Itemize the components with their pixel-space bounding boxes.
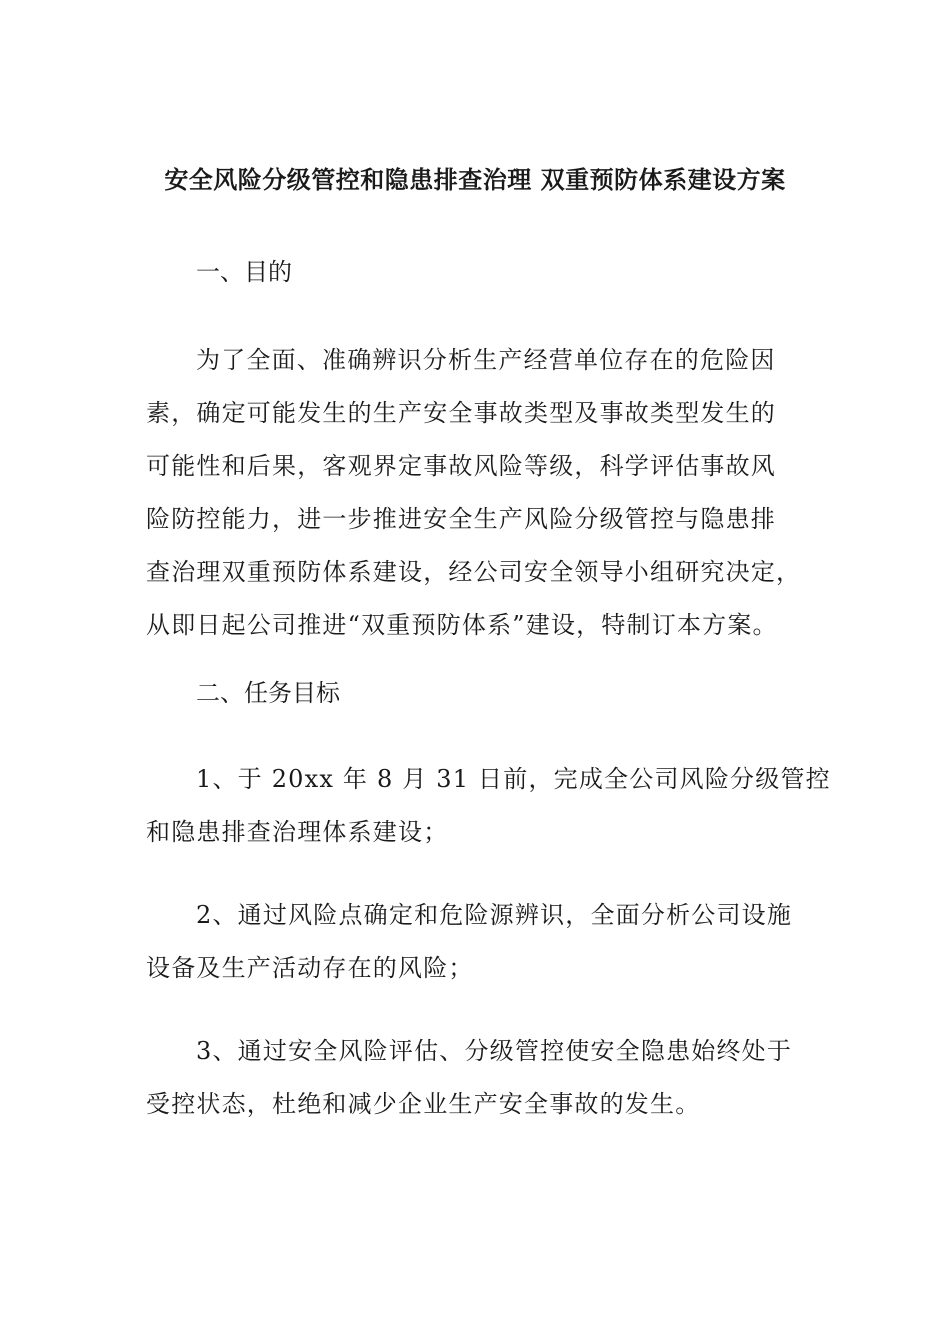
paragraph-line: 查治理双重预防体系建设，经公司安全领导小组研究决定， [146, 558, 802, 586]
paragraph-line: 受控状态，杜绝和减少企业生产安全事故的发生。 [146, 1090, 701, 1118]
goal-item-1 [146, 753, 831, 859]
paragraph-line: 2、通过风险点确定和危险源辨识，全面分析公司设施 [196, 901, 793, 929]
section-heading-purpose: 一、目的 [196, 258, 292, 286]
paragraph-line: 和隐患排查治理体系建设； [146, 818, 449, 846]
paragraph-line: 1、于 20xx 年 8 月 31 日前，完成全公司风险分级管控 [196, 765, 831, 793]
paragraph-line: 3、通过安全风险评估、分级管控使安全隐患始终处于 [196, 1037, 793, 1065]
section-heading-goals: 二、任务目标 [196, 679, 340, 707]
paragraph-line: 可能性和后果，客观界定事故风险等级，科学评估事故风 [146, 452, 776, 480]
paragraph-line: 素，确定可能发生的生产安全事故类型及事故类型发生的 [146, 399, 776, 427]
purpose-paragraph [146, 334, 800, 652]
document-title: 安全风险分级管控和隐患排查治理 双重预防体系建设方案 [164, 165, 786, 194]
paragraph-line: 设备及生产活动存在的风险； [146, 954, 474, 982]
paragraph-line: 为了全面、准确辨识分析生产经营单位存在的危险因 [196, 346, 776, 374]
goal-item-2 [146, 889, 800, 995]
paragraph-line: 从即日起公司推进“双重预防体系”建设，特制订本方案。 [146, 611, 778, 639]
paragraph-line: 险防控能力，进一步推进安全生产风险分级管控与隐患排 [146, 505, 776, 533]
goal-item-3 [146, 1025, 800, 1131]
